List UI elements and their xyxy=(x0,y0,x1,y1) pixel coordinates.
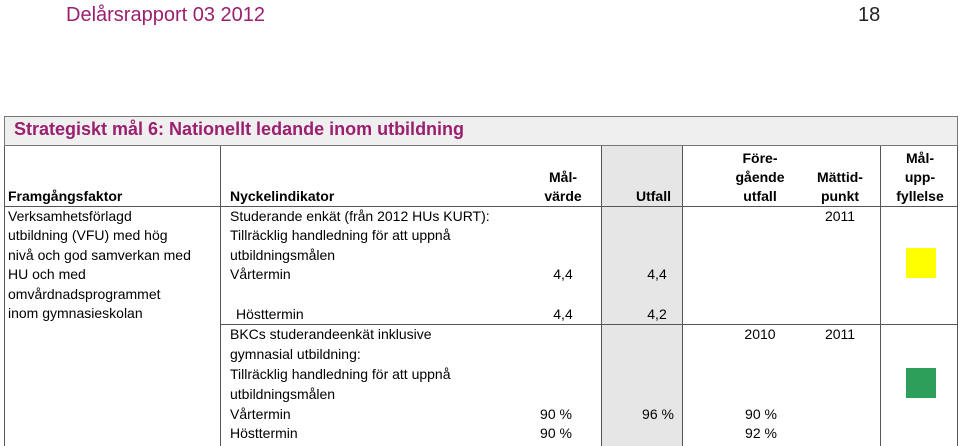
indicator1-text-line: utbildningsmålen xyxy=(230,247,336,263)
header-foregaende-line1: Före- xyxy=(742,150,778,166)
indicator2-vartermin-label: Vårtermin xyxy=(230,406,291,422)
status-square-yellow xyxy=(906,248,936,278)
column-divider xyxy=(601,146,602,446)
status-square-green xyxy=(906,368,936,398)
header-mattidpunkt-line2: punkt xyxy=(820,188,860,204)
framgangsfaktor-line: omvårdnadsprogrammet xyxy=(8,286,161,302)
indicator1-text-line: Studerande enkät (från 2012 HUs KURT): xyxy=(230,208,490,224)
indicator1-vartermin-malvarde: 4,4 xyxy=(553,266,573,282)
page-number: 18 xyxy=(858,4,881,26)
header-foregaende-line3: utfall xyxy=(743,188,777,204)
indicator1-hosttermin-utfall: 4,2 xyxy=(647,306,667,322)
indicator1-hosttermin-malvarde: 4,4 xyxy=(553,306,573,322)
header-foregaende-line2: gående xyxy=(735,169,785,185)
column-divider xyxy=(682,146,683,446)
framgangsfaktor-line: Verksamhetsförlagd xyxy=(8,208,132,224)
indicator2-vartermin-malvarde: 90 % xyxy=(540,406,572,422)
report-title: Delårsrapport 03 2012 xyxy=(66,4,266,26)
indicator2-mattidpunkt: 2011 xyxy=(824,326,856,342)
header-malvarde-line1: Mål- xyxy=(549,169,577,185)
indicator2-foregaende: 2010 xyxy=(744,326,776,342)
indicator2-vartermin-utfall: 96 % xyxy=(642,406,674,422)
indicator1-mattidpunkt: 2011 xyxy=(824,208,856,224)
indicator2-text-line: BKCs studerandeenkät inklusive xyxy=(230,326,432,342)
indicator1-vartermin-label: Vårtermin xyxy=(230,266,291,282)
indicator2-hosttermin-label: Hösttermin xyxy=(230,425,298,441)
header-maluppfyllelse-line1: Mål- xyxy=(906,150,934,166)
header-malvarde-line2: värde xyxy=(544,188,582,204)
indicator2-text-line: gymnasial utbildning: xyxy=(230,346,361,362)
framgangsfaktor-line: utbildning (VFU) med hög xyxy=(8,227,168,243)
header-utfall: Utfall xyxy=(636,188,671,204)
indicator1-text-line: Tillräcklig handledning för att uppnå xyxy=(230,227,451,243)
header-maluppfyllelse-line2: upp- xyxy=(904,169,936,185)
header-maluppfyllelse-line3: fyllelse xyxy=(896,188,944,204)
column-divider xyxy=(880,146,881,446)
indicator2-text-line: Tillräcklig handledning för att uppnå xyxy=(230,366,451,382)
indicator2-text-line: utbildningsmålen xyxy=(230,386,336,402)
indicator2-hosttermin-foregaende: 92 % xyxy=(745,425,777,441)
header-mattidpunkt-line1: Mättid- xyxy=(817,169,863,185)
header-framgangsfaktor: Framgångsfaktor xyxy=(8,188,123,204)
column-divider xyxy=(220,146,221,446)
table-border-left xyxy=(4,146,5,446)
framgangsfaktor-line: HU och med xyxy=(8,266,86,282)
indicator2-vartermin-foregaende: 90 % xyxy=(745,406,777,422)
header-nyckelindikator: Nyckelindikator xyxy=(230,188,335,204)
table-border-right xyxy=(957,146,958,446)
goal-title: Strategiskt mål 6: Nationellt ledande inom utbildning xyxy=(14,119,465,139)
framgangsfaktor-line: inom gymnasieskolan xyxy=(8,305,143,321)
indicator1-hosttermin-label: Hösttermin xyxy=(236,306,304,322)
indicator1-vartermin-utfall: 4,4 xyxy=(647,266,667,282)
indicator2-hosttermin-malvarde: 90 % xyxy=(540,425,572,441)
framgangsfaktor-line: nivå och god samverkan med xyxy=(8,247,191,263)
